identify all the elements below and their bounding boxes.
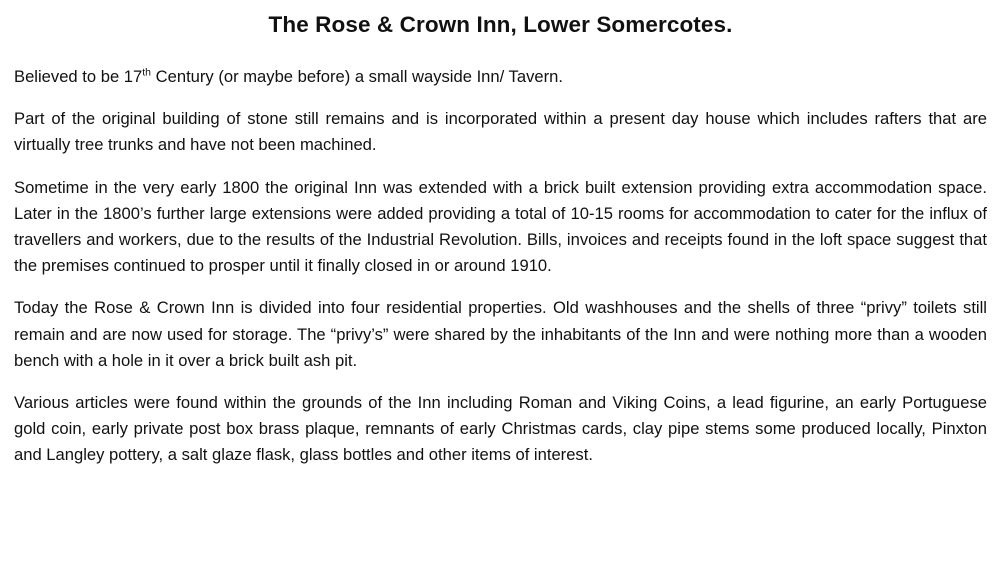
- paragraph-origin-text-after: Century (or maybe before) a small wayside Inn/ Tavern.: [151, 67, 563, 86]
- paragraph-origin-superscript: th: [142, 66, 152, 79]
- paragraph-today: Today the Rose & Crown Inn is divided into four residential properties. Old washhouses and the shells of three “privy” toilets still remain and are now used for storage. The “privy’s” were shared by the inhabitants of the Inn and were nothing more than a wooden bench with a hole in it over a brick built ash pit.: [14, 298, 987, 370]
- paragraph-origin-text-before: Believed to be 17: [14, 67, 143, 86]
- paragraph-original-building: Part of the original building of stone still remains and is incorporated within a present day house which includes rafters that are virtually tree trunks and have not been machined.: [14, 109, 987, 155]
- paragraph-origin: [14, 64, 987, 90]
- paragraph-extensions: Sometime in the very early 1800 the original Inn was extended with a brick built extension providing extra accommodation space. Later in the 1800’s further large extensions were added providing a total of 10-15 rooms for accommodation to cater for the influx of travellers and workers, due to the results of the Industrial Revolution. Bills, invoices and receipts found in the loft space suggest that the premises continued to prosper until it finally closed in or around 1910.: [14, 177, 987, 276]
- paragraph-articles-found: Various articles were found within the grounds of the Inn including Roman and Viking Coins, a lead figurine, an early Portuguese gold coin, early private post box brass plaque, remnants of early Christmas cards, clay pipe stems some produced locally, Pinxton and Langley pottery, a salt glaze flask, glass bottles and other items of interest.: [14, 393, 987, 465]
- document-page: [14, 10, 987, 485]
- document-title: The Rose & Crown Inn, Lower Somercotes.: [268, 12, 733, 37]
